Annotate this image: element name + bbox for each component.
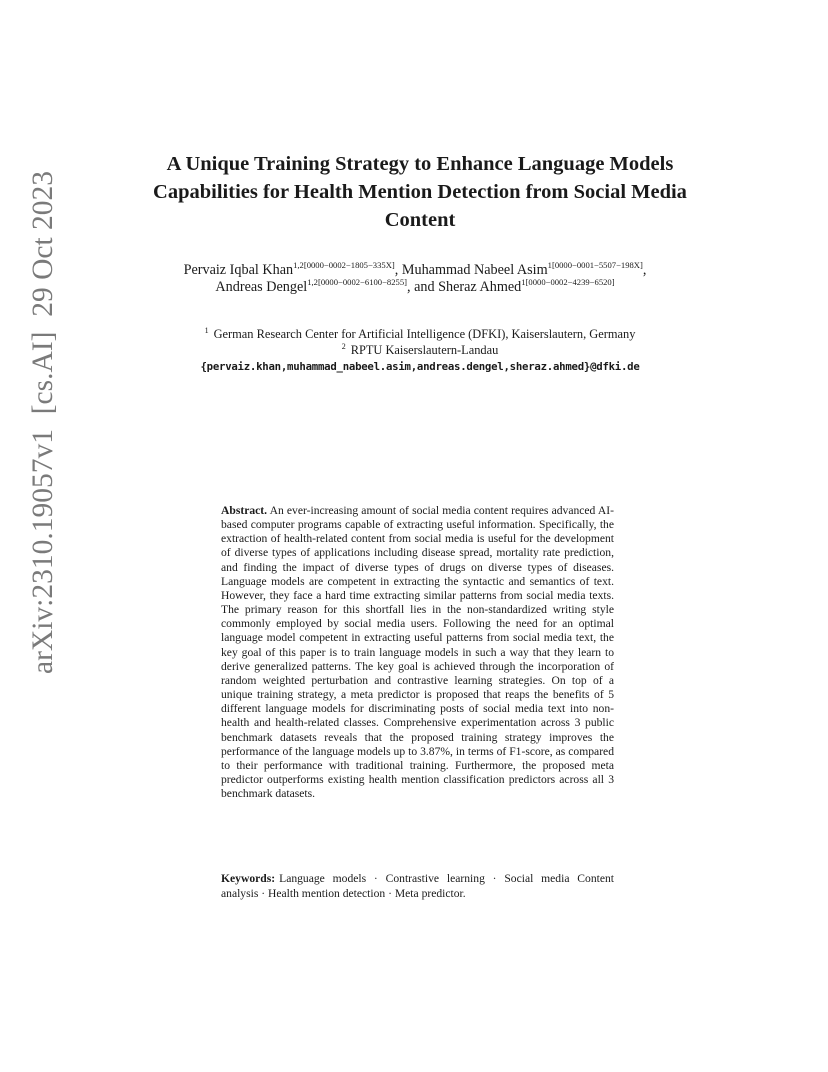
author-orcid: 1,2[0000−0002−6100−8255] xyxy=(307,277,407,287)
affiliation-1: $^1$ German Research Center for Artificial Intelligence (DFKI), Kaiserslautern, Germany xyxy=(204,326,636,341)
affiliation-2: $^2$ RPTU Kaiserslautern-Landau xyxy=(341,342,499,358)
paper-title: A Unique Training Strategy to Enhance Language Models Capabilities for Health Mention Detection from Social Media Content xyxy=(153,153,687,231)
abstract xyxy=(221,504,614,801)
author-orcid: 1[0000−0002−4239−6520] xyxy=(521,277,615,287)
author: Andreas Dengel$^{1,2[0000-0002-6100-8255]}$, and xyxy=(215,277,439,295)
affiliations xyxy=(150,326,690,375)
author xyxy=(438,279,614,295)
author-orcid: 1[0000−0001−5507−198X] xyxy=(547,260,643,270)
keywords xyxy=(221,871,614,901)
author-list xyxy=(175,262,655,296)
author-name: Sheraz Ahmed xyxy=(438,279,522,295)
keywords-label: Keywords: xyxy=(221,872,276,885)
author-name: Andreas Dengel xyxy=(215,279,308,295)
author: Pervaiz Iqbal Khan$^{1,2[0000-0002-1805-335X]}$, xyxy=(183,260,402,278)
keywords-text: Language models · Contrastive learning · Social media Content analysis · Health mention detection · Meta predictor. xyxy=(221,872,614,900)
author-orcid: 1,2[0000−0002−1805−335X] xyxy=(293,260,395,270)
author-emails: {pervaiz.khan,muhammad_nabeel.asim,andreas.dengel,sheraz.ahmed}@dfki.de xyxy=(200,359,640,373)
author-name: Muhammad Nabeel Asim xyxy=(401,262,548,278)
affiliation-mark: 2 xyxy=(341,342,346,352)
affiliation-mark: 1 xyxy=(204,326,209,335)
arxiv-id-text: arXiv:2310.19057v1 [cs.AI] 29 Oct 2023 xyxy=(27,170,59,674)
abstract-label: Abstract. xyxy=(221,504,268,517)
author-name: Pervaiz Iqbal Khan xyxy=(183,262,294,278)
author: Muhammad Nabeel Asim$^{1[0000-0001-5507-198X]}$, xyxy=(401,260,647,278)
abstract-text: An ever-increasing amount of social media content requires advanced AI-based computer programs capable of extracting useful information. Specifically, the extraction of health-related content from social media is useful for the development of diverse types of applications including disease spread, mortality rate prediction, and finding the impact of diverse types of drugs on diverse types of diseases. Language models are competent in extracting the syntactic and semantics of text. However, they face a hard time extracting similar patterns from social media texts. The primary reason for this shortfall lies in the non-standardized writing style commonly employed by social media users. Following the need for an optimal language model competent in extracting useful patterns from social media text, the key goal of this paper is to train language models in such a way that they learn to derive generalized patterns. The key goal is achieved through the incorporation of random weighted perturbation and contrastive learning strategies. On top of a unique training strategy, a meta predictor is proposed that reaps the benefits of 5 different language models for discriminating posts of social media text into non-health and health-related classes. Comprehensive experimentation across 3 public benchmark datasets reveals that the proposed training strategy improves the performance of the language models up to 3.87%, in terms of F1-score, as compared to their performance with traditional training. Furthermore, the proposed meta predictor outperforms existing health mention classification predictors across all 3 benchmark datasets. xyxy=(221,504,614,801)
